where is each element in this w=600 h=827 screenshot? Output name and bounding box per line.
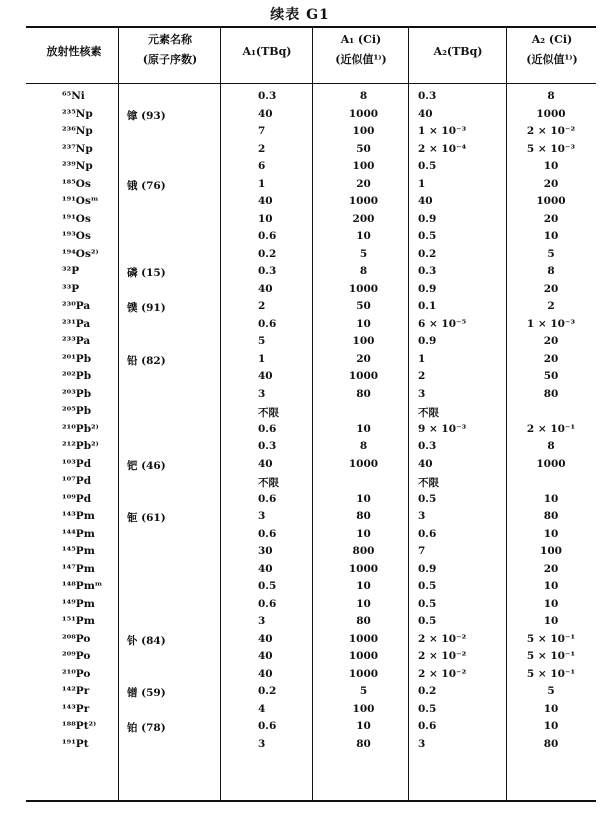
cell-a2-ci: 1000 <box>536 457 566 470</box>
table-top-rule <box>26 26 596 28</box>
cell-a2-ci: 2 × 10⁻² <box>526 125 576 137</box>
cell-a2-ci: 10 <box>543 615 559 627</box>
cell-a1-tbq: 0.3 <box>258 90 277 102</box>
cell-a2-tbq: 0.3 <box>418 440 437 452</box>
table-row <box>26 283 596 301</box>
cell-a2-ci: 2 × 10⁻¹ <box>526 422 576 435</box>
cell-nuclide: ²⁰³Pb <box>62 387 92 400</box>
cell-a1-tbq: 4 <box>258 702 266 715</box>
cell-a1-ci: 10 <box>356 720 371 732</box>
table-row <box>26 615 596 633</box>
table-row <box>26 545 596 563</box>
cell-a1-ci: 8 <box>359 90 368 102</box>
table-row <box>26 423 596 441</box>
cell-nuclide: ²³⁰Pa <box>62 300 91 312</box>
cell-a1-ci: 80 <box>356 387 371 400</box>
header-a1-tbq: A₁(TBq) <box>242 45 292 58</box>
table-row <box>26 720 596 738</box>
cell-a1-tbq: 0.6 <box>258 720 277 732</box>
cell-element: 钯 (46) <box>127 459 166 472</box>
header-rule <box>26 83 596 84</box>
cell-a1-ci: 10 <box>356 230 371 242</box>
table-row <box>26 213 596 231</box>
cell-a1-ci: 10 <box>356 580 371 592</box>
table-row <box>26 528 596 546</box>
cell-a2-tbq: 0.5 <box>418 160 437 172</box>
cell-a2-tbq: 不限 <box>418 477 439 489</box>
table-row <box>26 510 596 528</box>
table-body <box>26 90 596 755</box>
cell-a1-tbq: 40 <box>258 457 273 470</box>
cell-a1-tbq: 0.3 <box>258 265 277 277</box>
cell-a1-tbq: 40 <box>258 107 273 120</box>
cell-nuclide: ¹⁴⁴Pm <box>62 527 95 540</box>
cell-a1-tbq: 0.6 <box>258 492 277 505</box>
cell-nuclide: ¹⁰⁹Pd <box>62 492 92 505</box>
cell-a1-ci: 10 <box>356 422 371 435</box>
cell-a2-tbq: 0.9 <box>418 282 437 295</box>
cell-a1-ci: 200 <box>352 212 375 225</box>
table-row <box>26 703 596 721</box>
cell-a2-ci: 8 <box>547 90 555 102</box>
cell-a2-tbq: 2 × 10⁻² <box>418 667 467 680</box>
cell-a2-ci: 1 × 10⁻³ <box>526 317 576 330</box>
cell-a1-ci: 80 <box>356 615 371 627</box>
table-row <box>26 335 596 353</box>
cell-nuclide: ¹⁹¹Pt <box>62 737 89 750</box>
cell-nuclide: ²⁰⁵Pb <box>62 405 92 417</box>
cell-a1-tbq: 0.2 <box>258 247 277 260</box>
cell-a1-tbq: 不限 <box>258 477 279 489</box>
table-row <box>26 370 596 388</box>
cell-a1-tbq: 7 <box>258 125 266 137</box>
table-row <box>26 265 596 283</box>
cell-a2-ci: 5 × 10⁻¹ <box>526 632 576 645</box>
cell-a1-ci: 8 <box>359 440 368 452</box>
cell-a1-ci: 100 <box>352 702 375 715</box>
cell-a2-tbq: 0.5 <box>418 597 437 610</box>
cell-a2-ci: 10 <box>543 597 559 610</box>
cell-nuclide: ¹⁴⁹Pm <box>62 597 95 610</box>
cell-a1-tbq: 2 <box>258 300 266 312</box>
cell-a1-ci: 20 <box>356 177 371 190</box>
cell-nuclide: ¹⁹¹Os <box>62 212 91 225</box>
header-a2-ci <box>508 30 596 70</box>
cell-a1-ci: 50 <box>356 142 371 155</box>
table-row <box>26 668 596 686</box>
cell-a2-ci: 5 × 10⁻¹ <box>526 650 576 662</box>
cell-a2-tbq: 0.5 <box>418 580 437 592</box>
cell-nuclide: ³²P <box>62 265 80 277</box>
cell-a1-tbq: 1 <box>258 352 266 365</box>
cell-a1-tbq: 0.6 <box>258 597 277 610</box>
cell-nuclide: ¹⁸⁸Pt²⁾ <box>62 720 97 732</box>
cell-a2-tbq: 0.9 <box>418 335 437 347</box>
cell-a2-tbq: 0.5 <box>418 230 437 242</box>
header-a2-tbq: A₂(TBq) <box>433 45 483 58</box>
cell-a2-tbq: 0.2 <box>418 247 437 260</box>
cell-a1-ci: 80 <box>356 510 371 522</box>
cell-a2-tbq: 0.5 <box>418 615 437 627</box>
table-row <box>26 458 596 476</box>
cell-a2-tbq: 6 × 10⁻⁵ <box>418 317 467 330</box>
cell-nuclide: ¹⁴⁸Pmᵐ <box>62 580 103 592</box>
cell-a1-tbq: 40 <box>258 282 273 295</box>
table-row <box>26 300 596 318</box>
cell-a1-ci: 800 <box>352 545 375 557</box>
cell-nuclide: ²⁰²Pb <box>62 370 92 382</box>
cell-element: 镎 (93) <box>127 109 166 122</box>
cell-a1-ci: 100 <box>352 160 375 172</box>
cell-a2-tbq: 2 × 10⁻² <box>418 650 467 662</box>
cell-a2-tbq: 0.3 <box>418 265 437 277</box>
cell-nuclide: ¹⁹¹Osᵐ <box>62 195 99 207</box>
header-element-sub: (原子序数) <box>142 53 198 66</box>
header-a2-ci-label: A₂ (Ci) <box>531 33 573 46</box>
cell-a1-ci: 8 <box>359 265 368 277</box>
cell-nuclide: ⁶⁵Ni <box>62 90 85 102</box>
cell-nuclide: ²⁰⁸Po <box>62 632 91 645</box>
cell-a2-tbq: 不限 <box>418 407 439 419</box>
cell-nuclide: ¹⁴³Pm <box>62 510 95 522</box>
cell-a2-ci: 20 <box>543 335 559 347</box>
cell-nuclide: ¹⁰³Pd <box>62 457 92 470</box>
cell-a2-ci: 1000 <box>536 195 566 207</box>
table-row <box>26 598 596 616</box>
cell-a1-tbq: 不限 <box>258 407 279 419</box>
cell-a2-ci: 2 <box>547 300 555 312</box>
cell-a1-ci: 80 <box>356 737 371 750</box>
cell-a1-ci: 5 <box>359 247 368 260</box>
header-nuclide: 放射性核素 <box>46 45 102 58</box>
cell-a2-tbq: 0.6 <box>418 720 437 732</box>
cell-element: 镤 (91) <box>127 302 166 314</box>
table-row <box>26 475 596 493</box>
cell-a2-ci: 1000 <box>536 107 566 120</box>
cell-a2-tbq: 40 <box>418 107 433 120</box>
cell-a1-ci: 10 <box>356 597 371 610</box>
cell-a2-ci: 80 <box>543 387 559 400</box>
cell-a2-tbq: 3 <box>418 387 426 400</box>
cell-a1-ci: 1000 <box>348 667 379 680</box>
cell-a2-ci: 10 <box>543 160 559 172</box>
cell-a2-ci: 20 <box>543 352 559 365</box>
cell-nuclide: ¹⁹⁴Os²⁾ <box>62 247 99 260</box>
cell-element: 磷 (15) <box>127 267 166 279</box>
cell-a2-tbq: 0.3 <box>418 90 437 102</box>
cell-a1-tbq: 10 <box>258 212 273 225</box>
cell-a1-tbq: 40 <box>258 562 273 575</box>
cell-element: 镨 (59) <box>127 687 166 699</box>
cell-a2-tbq: 0.5 <box>418 702 437 715</box>
cell-element: 钷 (61) <box>127 512 166 524</box>
cell-a2-tbq: 3 <box>418 510 426 522</box>
cell-nuclide: ²¹⁰Po <box>62 667 91 680</box>
table-row <box>26 580 596 598</box>
cell-a2-tbq: 0.9 <box>418 562 437 575</box>
cell-nuclide: ²¹²Pb²⁾ <box>62 440 99 452</box>
cell-a2-ci: 10 <box>543 720 559 732</box>
cell-a2-tbq: 0.5 <box>418 492 437 505</box>
cell-a2-tbq: 1 <box>418 177 426 190</box>
table-row <box>26 248 596 266</box>
table-row <box>26 633 596 651</box>
cell-a1-tbq: 0.3 <box>258 440 277 452</box>
cell-a1-tbq: 0.6 <box>258 422 277 435</box>
cell-a2-tbq: 1 <box>418 352 426 365</box>
cell-a2-ci: 8 <box>547 440 555 452</box>
cell-a2-ci: 80 <box>543 510 559 522</box>
cell-a2-ci: 10 <box>543 702 559 715</box>
cell-a2-tbq: 0.2 <box>418 685 437 697</box>
cell-element: 铅 (82) <box>127 354 166 367</box>
cell-a2-ci: 10 <box>543 230 559 242</box>
cell-nuclide: ²⁰⁹Po <box>62 650 91 662</box>
header-a1-ci-sub: (近似值¹⁾) <box>335 53 387 66</box>
cell-a2-ci: 5 × 10⁻³ <box>526 142 576 155</box>
cell-a1-tbq: 2 <box>258 142 266 155</box>
table-row <box>26 90 596 108</box>
cell-nuclide: ²³³Pa <box>62 335 91 347</box>
table-row <box>26 353 596 371</box>
cell-a2-tbq: 2 × 10⁻⁴ <box>418 142 467 155</box>
cell-a2-tbq: 0.1 <box>418 300 437 312</box>
cell-a1-ci: 1000 <box>348 562 379 575</box>
table-row <box>26 125 596 143</box>
table-row <box>26 108 596 126</box>
cell-a1-tbq: 30 <box>258 545 273 557</box>
cell-nuclide: ¹⁵¹Pm <box>62 615 95 627</box>
cell-a2-ci: 20 <box>543 177 559 190</box>
cell-a2-tbq: 40 <box>418 457 433 470</box>
cell-a2-tbq: 2 × 10⁻² <box>418 632 467 645</box>
cell-a1-ci: 100 <box>352 335 375 347</box>
cell-a2-tbq: 2 <box>418 370 426 382</box>
cell-a2-ci: 10 <box>543 580 559 592</box>
table-row <box>26 318 596 336</box>
table-row <box>26 195 596 213</box>
cell-nuclide: ¹⁹³Os <box>62 230 91 242</box>
cell-a1-tbq: 40 <box>258 195 273 207</box>
table-row <box>26 738 596 756</box>
table-row <box>26 230 596 248</box>
cell-a2-tbq: 7 <box>418 545 426 557</box>
cell-a1-tbq: 3 <box>258 510 266 522</box>
cell-nuclide: ¹⁴²Pr <box>62 685 90 697</box>
cell-a1-ci: 1000 <box>348 370 379 382</box>
cell-a1-ci: 1000 <box>348 107 379 120</box>
cell-a1-ci: 1000 <box>348 457 379 470</box>
table-row <box>26 493 596 511</box>
header-element-label: 元素名称 <box>148 33 192 46</box>
cell-a1-tbq: 5 <box>258 335 266 347</box>
cell-a2-ci: 5 <box>547 685 555 697</box>
cell-a1-ci: 10 <box>356 317 371 330</box>
cell-a2-ci: 20 <box>543 282 559 295</box>
header-a1-ci <box>314 30 408 70</box>
cell-a2-ci: 5 <box>547 247 555 260</box>
cell-a2-tbq: 0.6 <box>418 527 437 540</box>
cell-a1-tbq: 0.6 <box>258 527 277 540</box>
cell-a1-tbq: 40 <box>258 667 273 680</box>
header-a2-ci-sub: (近似值¹⁾) <box>526 53 578 66</box>
table-row <box>26 178 596 196</box>
cell-a2-ci: 8 <box>547 265 555 277</box>
cell-element: 锇 (76) <box>127 179 166 192</box>
cell-a2-ci: 20 <box>543 562 559 575</box>
cell-a2-tbq: 0.9 <box>418 212 437 225</box>
cell-a2-ci: 100 <box>540 545 562 557</box>
cell-a1-tbq: 3 <box>258 387 266 400</box>
cell-a1-tbq: 0.2 <box>258 685 277 697</box>
header-element <box>120 30 220 70</box>
cell-a2-ci: 50 <box>543 370 559 382</box>
table-row <box>26 405 596 423</box>
cell-a1-tbq: 0.5 <box>258 580 277 592</box>
cell-nuclide: ¹⁴⁵Pm <box>62 545 95 557</box>
cell-a2-ci: 80 <box>543 737 559 750</box>
cell-a1-tbq: 3 <box>258 615 266 627</box>
cell-a2-tbq: 9 × 10⁻³ <box>418 422 467 435</box>
cell-a2-ci: 10 <box>543 527 559 540</box>
table-row <box>26 563 596 581</box>
cell-a2-ci: 5 × 10⁻¹ <box>526 667 576 680</box>
table-row <box>26 143 596 161</box>
cell-nuclide: ²³¹Pa <box>62 317 91 330</box>
cell-a2-tbq: 1 × 10⁻³ <box>418 125 467 137</box>
cell-nuclide: ²¹⁰Pb²⁾ <box>62 422 99 435</box>
cell-a1-tbq: 1 <box>258 177 266 190</box>
cell-a1-ci: 1000 <box>348 650 379 662</box>
cell-nuclide: ²³⁵Np <box>62 107 93 120</box>
cell-a1-ci: 1000 <box>348 282 379 295</box>
cell-a1-tbq: 40 <box>258 650 273 662</box>
cell-a2-tbq: 40 <box>418 195 433 207</box>
cell-nuclide: ²⁰¹Pb <box>62 352 92 365</box>
cell-a1-tbq: 0.6 <box>258 230 277 242</box>
cell-a1-ci: 50 <box>356 300 371 312</box>
cell-nuclide: ¹⁰⁷Pd <box>62 475 92 487</box>
cell-a1-tbq: 3 <box>258 737 266 750</box>
cell-a1-ci: 1000 <box>348 195 379 207</box>
cell-a1-ci: 10 <box>356 492 371 505</box>
table-row <box>26 685 596 703</box>
cell-a2-tbq: 3 <box>418 737 426 750</box>
cell-nuclide: ¹⁴⁷Pm <box>62 562 95 575</box>
table-bottom-rule <box>26 800 596 802</box>
cell-a1-ci: 10 <box>356 527 371 540</box>
cell-nuclide: ²³⁹Np <box>62 160 93 172</box>
table-row <box>26 160 596 178</box>
header-a1-ci-label: A₁ (Ci) <box>340 33 382 46</box>
cell-nuclide: ³³P <box>62 282 80 295</box>
cell-nuclide: ¹⁴³Pr <box>62 702 90 715</box>
cell-element: 钋 (84) <box>127 634 166 647</box>
cell-element: 铂 (78) <box>127 722 166 734</box>
cell-a1-ci: 20 <box>356 352 371 365</box>
cell-a1-ci: 5 <box>359 685 368 697</box>
table-title: 续表 G1 <box>270 7 330 23</box>
cell-a1-ci: 1000 <box>348 632 379 645</box>
cell-a1-tbq: 6 <box>258 160 266 172</box>
cell-a2-ci: 20 <box>543 212 559 225</box>
cell-nuclide: ¹⁸⁵Os <box>62 177 91 190</box>
table-row <box>26 650 596 668</box>
cell-a1-tbq: 40 <box>258 370 273 382</box>
table-row <box>26 440 596 458</box>
table-row <box>26 388 596 406</box>
cell-a1-tbq: 40 <box>258 632 273 645</box>
cell-a2-ci: 10 <box>543 492 559 505</box>
cell-a1-ci: 100 <box>352 125 375 137</box>
cell-nuclide: ²³⁷Np <box>62 142 93 155</box>
cell-nuclide: ²³⁶Np <box>62 125 93 137</box>
cell-a1-tbq: 0.6 <box>258 317 277 330</box>
